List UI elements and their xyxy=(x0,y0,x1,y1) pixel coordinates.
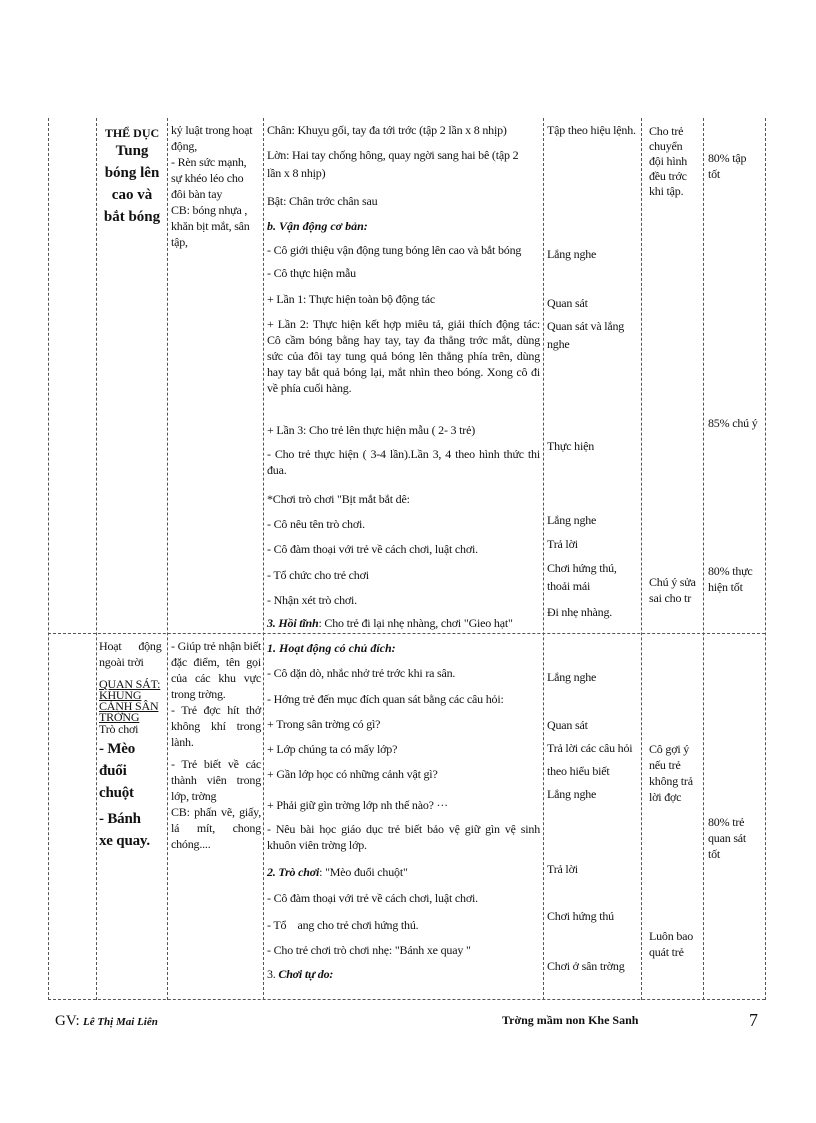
s1-act-line xyxy=(267,615,542,631)
s2-game-heading-text: : "Mèo đuổi chuột" xyxy=(319,865,408,879)
s1-objective-line: CB: bóng nhựa , xyxy=(171,203,248,217)
s2-child-line: Lắng nghe xyxy=(547,670,597,684)
s1-child-line: Tập theo hiệu lệnh. xyxy=(547,123,636,137)
s2-act-line: - Hớng trẻ đến mục đích quan sát bằng các câu hỏi: xyxy=(267,692,504,706)
s2-observe-line: TRỜNG xyxy=(99,710,140,724)
s1-act-line: *Chơi trò chơi "Bịt mắt bắt dê: xyxy=(267,492,410,506)
s1-act-line: - Tổ chức cho trẻ chơi xyxy=(267,568,369,582)
s2-act-line: + Trong sân trờng có gì? xyxy=(267,717,381,731)
s2-act-line: + Lớp chúng ta có mấy lớp? xyxy=(267,742,398,756)
col-divider-6 xyxy=(703,118,704,1000)
s1-child-line: Lắng nghe xyxy=(547,247,597,261)
s2-game-label: Trò chơi xyxy=(99,722,139,736)
s1-result-line: 80% thực xyxy=(708,564,753,578)
s2-game-line: chuột xyxy=(99,785,134,801)
s2-child-line: Lắng nghe xyxy=(547,787,597,801)
col-divider-4 xyxy=(543,118,544,1000)
s1-result-line: 80% tập xyxy=(708,151,747,165)
s2-activity-line: ngoài trời xyxy=(99,655,144,669)
s1-note-cell xyxy=(649,124,701,199)
s1-act-line: Chân: Khuỵu gối, tay đa tới trớc (tập 2 lần x 8 nhịp) xyxy=(267,123,507,137)
s2-child-line: Chơi hứng thú xyxy=(547,909,614,923)
s2-objective-paragraph: - Trẻ đợc hít thở không khí trong lành. xyxy=(171,703,261,749)
s2-child-line: theo hiểu biết xyxy=(547,764,610,778)
s1-title-line: Tung xyxy=(115,143,149,159)
col-divider-5 xyxy=(641,118,642,1000)
s2-note-line: Luôn bao xyxy=(649,929,694,943)
s1-objective-line: sự khéo léo cho xyxy=(171,171,244,185)
s2-note-cell-2 xyxy=(649,928,701,960)
s2-child-line: Trả lời xyxy=(547,862,578,876)
s1-note-line: đều trớc xyxy=(649,169,687,183)
s2-free-play-number: 3. xyxy=(267,967,279,981)
s1-result-line: hiện tốt xyxy=(708,580,743,594)
col-divider-1 xyxy=(96,118,97,1000)
s1-result-cell xyxy=(708,150,764,182)
s2-note-line: không trả xyxy=(649,774,693,788)
s1-activity-cell xyxy=(99,126,165,228)
s1-objective-line: kỷ luật trong hoạt xyxy=(171,123,253,137)
s2-child-line: Trả lời các câu hỏi xyxy=(547,741,633,755)
s2-note-cell xyxy=(649,741,701,805)
s2-objective-paragraph: - Giúp trẻ nhận biết đặc điểm, tên gọi của các khu vực trong trờng. xyxy=(171,639,261,701)
s1-note-line: Chú ý sửa xyxy=(649,575,696,589)
s2-objectives-cell xyxy=(171,638,261,852)
s1-act-line: - Cô đàm thoại với trẻ về cách chơi, luật chơi. xyxy=(267,542,478,556)
footer-teacher-name: Lê Thị Mai Liên xyxy=(82,1016,158,1028)
s2-act-line xyxy=(267,966,333,982)
s1-child-line: Trả lời xyxy=(547,537,578,551)
s1-child-line: Quan sát xyxy=(547,296,588,310)
s1-objective-line: - Rèn sức mạnh, xyxy=(171,155,247,169)
s2-act-line xyxy=(267,864,408,880)
footer-school: Trờng mầm non Khe Sanh xyxy=(502,1013,639,1027)
s2-result-cell xyxy=(708,814,764,862)
s1-title-line: bắt bóng xyxy=(103,209,161,225)
s2-note-line: lời đợc xyxy=(649,790,682,804)
s1-act-paragraph: - Cho trẻ thực hiện ( 3-4 lần).Lần 3, 4 theo hình thức thi đua. xyxy=(267,447,540,477)
s1-act-line: Bật: Chân trớc chân sau xyxy=(267,194,378,208)
s2-result-line: quan sát xyxy=(708,831,747,845)
s2-child-line: Quan sát xyxy=(547,718,588,732)
s2-note-line: nếu trẻ xyxy=(649,758,681,772)
s2-act-line: - Cô đàm thoại với trẻ về cách chơi, luật chơi. xyxy=(267,891,478,905)
col-divider-3 xyxy=(263,118,264,1000)
s2-act-line: - Tổ ang cho trẻ chơi hứng thú. xyxy=(267,918,419,932)
s2-act-line: - Cho trẻ chơi trò chơi nhẹ: "Bánh xe quay " xyxy=(267,943,471,957)
s1-child-line: Chơi hứng thú, xyxy=(547,561,617,575)
s1-note-line: sai cho tr xyxy=(649,591,691,605)
s2-child-line: Chơi ở sân trờng xyxy=(547,959,625,973)
s1-child-line: Quan sát và lắng xyxy=(547,319,625,333)
s2-act-line: + Gần lớp học có những cảnh vật gì? xyxy=(267,767,438,781)
s2-game-heading: 2. Trò chơi xyxy=(267,865,320,879)
section-divider xyxy=(48,633,765,634)
s1-result-cell-3 xyxy=(708,563,764,595)
s1-act-line: - Nhận xét trò chơi. xyxy=(267,593,357,607)
s1-child-line: Đi nhẹ nhàng. xyxy=(547,605,613,619)
s1-act-line: lần x 8 nhịp) xyxy=(267,166,326,180)
s1-objective-line: đôi bàn tay xyxy=(171,187,223,201)
s2-game-line: đuổi xyxy=(99,763,127,779)
s2-act-line: - Cô dặn dò, nhắc nhở trẻ trớc khi ra sân. xyxy=(267,666,456,680)
s2-observe-line: KHUNG xyxy=(99,688,142,702)
s1-act-line: - Cô giới thiệu vận động tung bóng lên cao và bắt bóng xyxy=(267,243,522,257)
s2-objective-paragraph: - Trẻ biết về các thành viên trong lớp, trờng xyxy=(171,757,261,803)
s1-note-line: đội hình xyxy=(649,154,688,168)
s1-act-line: - Cô thực hiện mẫu xyxy=(267,266,356,280)
s2-observe-line: CẢNH SÂN xyxy=(99,699,159,713)
s1-note-line: Cho trẻ xyxy=(649,124,684,138)
s1-act-line: - Cô nêu tên trò chơi. xyxy=(267,517,365,531)
s1-title-line: cao và xyxy=(111,187,153,203)
s2-objective-paragraph: CB: phấn vẽ, giấy, lá mít, chong chóng.... xyxy=(171,805,261,851)
s2-note-line: quát trẻ xyxy=(649,945,684,959)
s1-objectives-cell xyxy=(171,122,261,250)
s1-child-line: nghe xyxy=(547,337,570,351)
s2-observe-line: QUAN SÁT: xyxy=(99,677,161,691)
s1-act-line: + Lần 1: Thực hiện toàn bộ động tác xyxy=(267,292,436,306)
s2-activity-line: Hoạt động xyxy=(99,639,162,653)
s1-note-line: chuyển xyxy=(649,139,683,153)
col-divider-2 xyxy=(167,118,168,1000)
s2-game-line: - Bánh xyxy=(99,811,141,827)
s1-cooldown-label: 3. Hồi tĩnh xyxy=(267,616,319,630)
s1-act-line: Lờn: Hai tay chống hông, quay ngời sang hai bê (tập 2 xyxy=(267,148,519,162)
table-border-left xyxy=(48,118,49,1000)
s2-act-line: + Phải giữ gìn trờng lớp nh thế nào? ··· xyxy=(267,798,448,812)
s1-child-line: thoải mái xyxy=(547,579,591,593)
s2-game-line: - Mèo xyxy=(99,741,136,757)
s1-result-line: 85% chú ý xyxy=(708,416,758,430)
table-border-bottom xyxy=(48,999,765,1000)
table-border-right xyxy=(765,118,766,1000)
s1-objective-line: khăn bịt mắt, sân xyxy=(171,219,250,233)
s1-result-line: tốt xyxy=(708,167,721,181)
s2-activity-cell xyxy=(99,638,165,852)
s1-objective-line: tập, xyxy=(171,235,188,249)
s1-note-line: khi tập. xyxy=(649,184,684,198)
s1-act-line: + Lần 3: Cho trẻ lên thực hiện mẫu ( 2- 3 trẻ) xyxy=(267,423,476,437)
s1-title-line: bóng lên xyxy=(104,165,160,181)
s1-note-cell-2 xyxy=(649,574,701,606)
s1-subject: THỂ DỤC xyxy=(104,126,160,140)
s2-act-heading: 1. Hoạt động có chủ đích: xyxy=(267,641,396,655)
s2-free-play-label: Chơi tự do: xyxy=(278,967,334,981)
footer-gv-label: GV: xyxy=(55,1013,80,1029)
s2-result-line: tốt xyxy=(708,847,721,861)
footer-teacher xyxy=(55,1013,158,1030)
s1-act-paragraph: + Lần 2: Thực hiện kết hợp miêu tả, giải thích động tác: Cô cầm bóng bằng hay tay, tay đa thẳng trớc mắt, dùng sức của đôi tay tung quả bóng lên thẳng phía trên, dùng hay tay bắt quả bóng lại, mắt nhìn theo bóng. Xong cô đi về phía cuối hàng. xyxy=(267,317,540,395)
s1-objective-line: động, xyxy=(171,139,198,153)
page-number: 7 xyxy=(749,1010,758,1030)
s1-cooldown-text: : Cho trẻ đi lại nhẹ nhàng, chơi "Gieo hạt" xyxy=(318,616,513,630)
s1-child-line: Lắng nghe xyxy=(547,513,597,527)
s2-result-line: 80% trẻ xyxy=(708,815,745,829)
s2-act-paragraph: - Nêu bài học giáo dục trẻ biết bảo vệ giữ gìn vệ sinh khuôn viên trờng lớp. xyxy=(267,822,540,852)
s2-note-line: Cô gợi ý xyxy=(649,742,690,756)
s1-child-line: Thực hiện xyxy=(547,439,595,453)
s1-act-heading: b. Vận động cơ bản: xyxy=(267,219,368,233)
s2-game-line: xe quay. xyxy=(99,833,150,849)
